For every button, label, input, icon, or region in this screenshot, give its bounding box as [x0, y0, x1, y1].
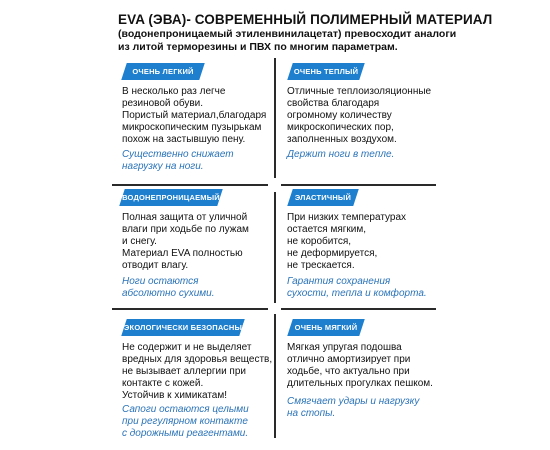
cell-text-waterproof: Полная защита от уличной влаги при ходьбе по лужам и снегу. Материал EVA полностью отводит влагу.	[122, 212, 249, 271]
horizontal-divider-left-1	[112, 184, 268, 186]
badge-waterproof: ВОДОНЕПРОНИЦАЕМЫЙ	[119, 189, 223, 206]
badge-very-soft: ОЧЕНЬ МЯГКИЙ	[287, 319, 365, 336]
page-subtitle: (водонепроницаемый этиленвинилацетат) превосходит аналоги из литой терморезины и ПВХ по многим параметрам.	[118, 28, 457, 53]
cell-note-elastic: Гарантия сохранения сухости, тепла и комфорта.	[287, 276, 427, 299]
cell-note-eco-safe: Сапоги остаются целыми при регулярном контакте с дорожными реагентами.	[122, 404, 249, 439]
vertical-divider-3	[274, 314, 276, 438]
cell-note-very-soft: Смягчает удары и нагрузку на стопы.	[287, 396, 420, 419]
cell-note-very-light: Существенно снижает нагрузку на ноги.	[122, 149, 234, 172]
badge-elastic: ЭЛАСТИЧНЫЙ	[287, 189, 359, 206]
horizontal-divider-right-1	[281, 184, 436, 186]
cell-text-very-light: В несколько раз легче резиновой обуви. Пористый материал,благодаря микроскопическим пузырькам похож на застывшую пену.	[122, 86, 267, 145]
header	[118, 12, 538, 53]
badge-eco-safe: ЭКОЛОГИЧЕСКИ БЕЗОПАСНЫЙ	[121, 319, 245, 336]
badge-very-warm: ОЧЕНЬ ТЕПЛЫЙ	[287, 63, 365, 80]
cell-note-waterproof: Ноги остаются абсолютно сухими.	[122, 276, 215, 299]
cell-text-very-warm: Отличные теплоизоляционные свойства благодаря огромному количеству микроскопических пор, заполненных воздухом.	[287, 86, 432, 145]
horizontal-divider-left-2	[112, 308, 268, 310]
cell-text-very-soft: Мягкая упругая подошва отлично амортизирует при ходьбе, что актуально при длительных прогулках пешком.	[287, 342, 433, 389]
cell-text-eco-safe: Не содержит и не выделяет вредных для здоровья веществ, не вызывает аллергии при контакте с кожей. Устойчив к химикатам!	[122, 342, 273, 401]
cell-note-very-warm: Держит ноги в тепле.	[287, 149, 395, 160]
badge-very-light: ОЧЕНЬ ЛЕГКИЙ	[121, 63, 205, 80]
page-title: EVA (ЭВА)- СОВРЕМЕННЫЙ ПОЛИМЕРНЫЙ МАТЕРИАЛ	[118, 12, 493, 27]
vertical-divider-2	[274, 192, 276, 303]
cell-text-elastic: При низких температурах остается мягким, не коробится, не деформируется, не трескается.	[287, 212, 407, 271]
horizontal-divider-right-2	[281, 308, 436, 310]
vertical-divider-1	[274, 58, 276, 178]
